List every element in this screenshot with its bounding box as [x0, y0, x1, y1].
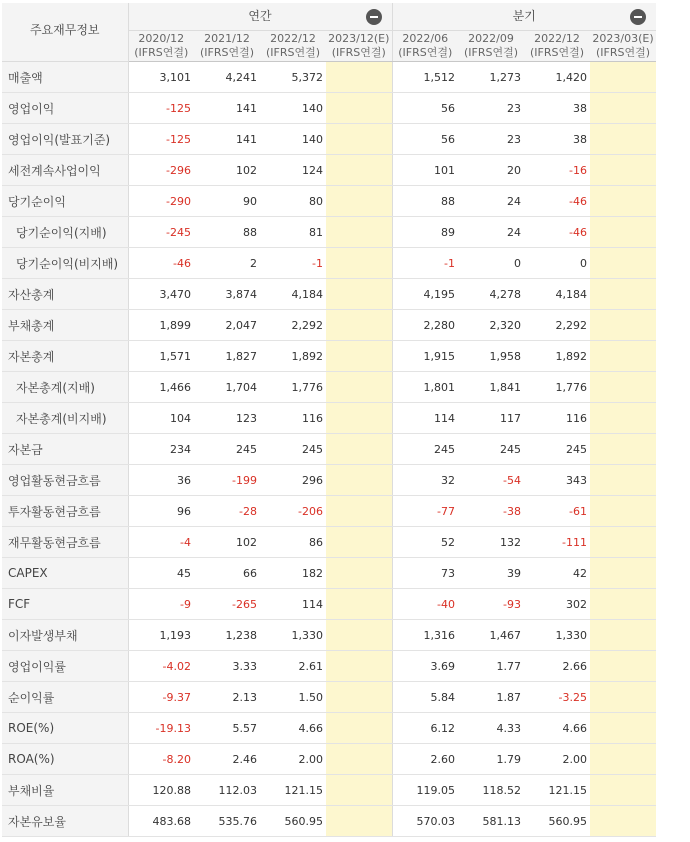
value-cell: 302: [524, 589, 590, 620]
value-cell: 3,470: [128, 279, 194, 310]
estimate-cell: [590, 589, 656, 620]
value-cell: 535.76: [194, 806, 260, 837]
row-label: 영업이익률: [2, 651, 128, 682]
value-cell: 1,238: [194, 620, 260, 651]
estimate-cell: [326, 775, 392, 806]
estimate-cell: [590, 341, 656, 372]
value-cell: -54: [458, 465, 524, 496]
value-cell: 52: [392, 527, 458, 558]
estimate-cell: [590, 496, 656, 527]
minus-circle-icon[interactable]: [366, 9, 382, 25]
row-label: FCF: [2, 589, 128, 620]
table-row: [2, 403, 656, 434]
value-cell: 1,899: [128, 310, 194, 341]
value-cell: -61: [524, 496, 590, 527]
value-cell: 140: [260, 124, 326, 155]
estimate-cell: [590, 372, 656, 403]
value-cell: 38: [524, 124, 590, 155]
period-label: 2022/12: [270, 32, 316, 45]
row-label: 투자활동현금흐름: [2, 496, 128, 527]
value-cell: 1,330: [260, 620, 326, 651]
value-cell: 45: [128, 558, 194, 589]
estimate-cell: [590, 806, 656, 837]
value-cell: 5,372: [260, 62, 326, 93]
estimate-cell: [326, 341, 392, 372]
value-cell: 245: [194, 434, 260, 465]
value-cell: 2,047: [194, 310, 260, 341]
table-row: [2, 310, 656, 341]
period-label: 2023/12(E): [328, 32, 390, 45]
value-cell: 245: [260, 434, 326, 465]
row-label: 매출액: [2, 62, 128, 93]
value-cell: 90: [194, 186, 260, 217]
estimate-cell: [326, 434, 392, 465]
period-label: 2022/09: [468, 32, 514, 45]
value-cell: 245: [392, 434, 458, 465]
estimate-cell: [590, 744, 656, 775]
value-cell: 24: [458, 186, 524, 217]
value-cell: 120.88: [128, 775, 194, 806]
row-label: 자본총계(지배): [2, 372, 128, 403]
estimate-cell: [326, 713, 392, 744]
value-cell: 42: [524, 558, 590, 589]
value-cell: 1,466: [128, 372, 194, 403]
period-header: [194, 31, 260, 62]
period-label: 2023/03(E): [592, 32, 654, 45]
estimate-cell: [326, 620, 392, 651]
estimate-cell: [326, 279, 392, 310]
value-cell: 2.13: [194, 682, 260, 713]
value-cell: 1,892: [524, 341, 590, 372]
value-cell: -40: [392, 589, 458, 620]
row-label: 자본총계(비지배): [2, 403, 128, 434]
value-cell: 102: [194, 155, 260, 186]
period-label: 2021/12: [204, 32, 250, 45]
value-cell: 2.00: [524, 744, 590, 775]
table-row: [2, 496, 656, 527]
row-label: ROE(%): [2, 713, 128, 744]
estimate-cell: [326, 465, 392, 496]
value-cell: 4,278: [458, 279, 524, 310]
table-row: [2, 93, 656, 124]
estimate-cell: [590, 279, 656, 310]
value-cell: -19.13: [128, 713, 194, 744]
estimate-cell: [326, 589, 392, 620]
row-label: 영업활동현금흐름: [2, 465, 128, 496]
value-cell: -46: [524, 186, 590, 217]
table-row: [2, 713, 656, 744]
value-cell: 81: [260, 217, 326, 248]
estimate-cell: [326, 217, 392, 248]
table-row: [2, 186, 656, 217]
estimate-cell: [590, 527, 656, 558]
value-cell: 73: [392, 558, 458, 589]
value-cell: 1.50: [260, 682, 326, 713]
value-cell: 116: [260, 403, 326, 434]
value-cell: 23: [458, 124, 524, 155]
value-cell: -111: [524, 527, 590, 558]
row-label: 자산총계: [2, 279, 128, 310]
estimate-cell: [326, 682, 392, 713]
estimate-cell: [590, 62, 656, 93]
value-cell: -93: [458, 589, 524, 620]
table-row: [2, 155, 656, 186]
value-cell: 1,330: [524, 620, 590, 651]
estimate-cell: [590, 124, 656, 155]
value-cell: 141: [194, 93, 260, 124]
value-cell: 245: [458, 434, 524, 465]
row-label: 영업이익: [2, 93, 128, 124]
value-cell: 66: [194, 558, 260, 589]
row-label: CAPEX: [2, 558, 128, 589]
value-cell: 6.12: [392, 713, 458, 744]
value-cell: 2,280: [392, 310, 458, 341]
value-cell: -77: [392, 496, 458, 527]
value-cell: 116: [524, 403, 590, 434]
value-cell: 101: [392, 155, 458, 186]
value-cell: 123: [194, 403, 260, 434]
estimate-cell: [326, 651, 392, 682]
value-cell: 560.95: [260, 806, 326, 837]
value-cell: -290: [128, 186, 194, 217]
value-cell: 1,892: [260, 341, 326, 372]
value-cell: 3,101: [128, 62, 194, 93]
value-cell: -125: [128, 93, 194, 124]
value-cell: -46: [524, 217, 590, 248]
basis-label: (IFRS연결): [265, 46, 321, 59]
value-cell: 581.13: [458, 806, 524, 837]
row-label: 부채비율: [2, 775, 128, 806]
value-cell: 132: [458, 527, 524, 558]
value-cell: 140: [260, 93, 326, 124]
estimate-cell: [590, 713, 656, 744]
annual-label: 연간: [248, 9, 272, 23]
period-header: [590, 31, 656, 62]
value-cell: -206: [260, 496, 326, 527]
table-row: [2, 62, 656, 93]
value-cell: 4,184: [524, 279, 590, 310]
value-cell: -9: [128, 589, 194, 620]
value-cell: 89: [392, 217, 458, 248]
value-cell: 4,195: [392, 279, 458, 310]
table-row: [2, 806, 656, 837]
quarter-group-header: [392, 3, 656, 31]
value-cell: 2,292: [524, 310, 590, 341]
estimate-cell: [326, 248, 392, 279]
table-row: [2, 589, 656, 620]
estimate-cell: [590, 217, 656, 248]
value-cell: 3,874: [194, 279, 260, 310]
value-cell: 2,320: [458, 310, 524, 341]
value-cell: 88: [392, 186, 458, 217]
period-label: 2022/12: [534, 32, 580, 45]
row-label: 세전계속사업이익: [2, 155, 128, 186]
period-header: [458, 31, 524, 62]
value-cell: -9.37: [128, 682, 194, 713]
value-cell: 121.15: [524, 775, 590, 806]
value-cell: 1,776: [524, 372, 590, 403]
value-cell: 2: [194, 248, 260, 279]
minus-circle-icon[interactable]: [630, 9, 646, 25]
value-cell: 4,241: [194, 62, 260, 93]
estimate-cell: [326, 155, 392, 186]
value-cell: 121.15: [260, 775, 326, 806]
value-cell: 20: [458, 155, 524, 186]
value-cell: 124: [260, 155, 326, 186]
quarter-label: 분기: [512, 9, 536, 23]
value-cell: 1,704: [194, 372, 260, 403]
table-row: [2, 434, 656, 465]
value-cell: 1,827: [194, 341, 260, 372]
estimate-cell: [326, 744, 392, 775]
value-cell: 112.03: [194, 775, 260, 806]
estimate-cell: [590, 310, 656, 341]
estimate-cell: [590, 682, 656, 713]
table-row: [2, 124, 656, 155]
estimate-cell: [590, 465, 656, 496]
estimate-cell: [326, 496, 392, 527]
row-label: 부채총계: [2, 310, 128, 341]
value-cell: 1,841: [458, 372, 524, 403]
estimate-cell: [590, 248, 656, 279]
value-cell: 0: [458, 248, 524, 279]
row-label: 자본금: [2, 434, 128, 465]
table-row: [2, 775, 656, 806]
value-cell: 1.79: [458, 744, 524, 775]
value-cell: -1: [260, 248, 326, 279]
estimate-cell: [590, 155, 656, 186]
table-row: [2, 217, 656, 248]
value-cell: -46: [128, 248, 194, 279]
value-cell: 1,776: [260, 372, 326, 403]
estimate-cell: [326, 93, 392, 124]
value-cell: -28: [194, 496, 260, 527]
table-row: [2, 682, 656, 713]
basis-label: (IFRS연결): [398, 46, 453, 59]
annual-group-header: [128, 3, 392, 31]
row-label: 자본총계: [2, 341, 128, 372]
estimate-cell: [326, 62, 392, 93]
table-row: [2, 527, 656, 558]
value-cell: 570.03: [392, 806, 458, 837]
value-cell: 234: [128, 434, 194, 465]
value-cell: 23: [458, 93, 524, 124]
value-cell: 141: [194, 124, 260, 155]
table-row: [2, 744, 656, 775]
value-cell: 2.66: [524, 651, 590, 682]
value-cell: 4,184: [260, 279, 326, 310]
row-label: ROA(%): [2, 744, 128, 775]
value-cell: 182: [260, 558, 326, 589]
value-cell: 88: [194, 217, 260, 248]
basis-label: (IFRS연결): [463, 46, 519, 59]
value-cell: 560.95: [524, 806, 590, 837]
value-cell: 38: [524, 93, 590, 124]
value-cell: 102: [194, 527, 260, 558]
table-row: [2, 248, 656, 279]
row-label: 당기순이익(비지배): [2, 248, 128, 279]
estimate-cell: [326, 527, 392, 558]
basis-label: (IFRS연결): [199, 46, 255, 59]
value-cell: -125: [128, 124, 194, 155]
row-label: 재무활동현금흐름: [2, 527, 128, 558]
value-cell: 1,801: [392, 372, 458, 403]
financial-table: [2, 3, 656, 837]
estimate-cell: [590, 620, 656, 651]
basis-label: (IFRS연결): [529, 46, 585, 59]
value-cell: 3.33: [194, 651, 260, 682]
table-row: [2, 620, 656, 651]
period-header: [524, 31, 590, 62]
value-cell: 343: [524, 465, 590, 496]
value-cell: 2.46: [194, 744, 260, 775]
value-cell: 1,273: [458, 62, 524, 93]
basis-label: (IFRS연결): [595, 46, 651, 59]
value-cell: 1,915: [392, 341, 458, 372]
row-label: 당기순이익(지배): [2, 217, 128, 248]
basis-label: (IFRS연결): [331, 46, 386, 59]
value-cell: 1,512: [392, 62, 458, 93]
estimate-cell: [590, 651, 656, 682]
value-cell: -199: [194, 465, 260, 496]
value-cell: -38: [458, 496, 524, 527]
value-cell: 1.77: [458, 651, 524, 682]
value-cell: 1,316: [392, 620, 458, 651]
estimate-cell: [590, 186, 656, 217]
value-cell: 32: [392, 465, 458, 496]
estimate-cell: [326, 806, 392, 837]
value-cell: -3.25: [524, 682, 590, 713]
value-cell: 86: [260, 527, 326, 558]
estimate-cell: [326, 310, 392, 341]
estimate-cell: [590, 775, 656, 806]
value-cell: -8.20: [128, 744, 194, 775]
value-cell: 2.60: [392, 744, 458, 775]
estimate-cell: [590, 403, 656, 434]
period-header: [260, 31, 326, 62]
value-cell: 119.05: [392, 775, 458, 806]
value-cell: 114: [260, 589, 326, 620]
value-cell: 96: [128, 496, 194, 527]
estimate-cell: [326, 186, 392, 217]
period-header: [392, 31, 458, 62]
value-cell: 80: [260, 186, 326, 217]
table-row: [2, 465, 656, 496]
value-cell: 0: [524, 248, 590, 279]
value-cell: 245: [524, 434, 590, 465]
value-cell: -265: [194, 589, 260, 620]
row-label: 이자발생부채: [2, 620, 128, 651]
estimate-cell: [326, 403, 392, 434]
value-cell: 1,467: [458, 620, 524, 651]
value-cell: 117: [458, 403, 524, 434]
value-cell: 483.68: [128, 806, 194, 837]
value-cell: -245: [128, 217, 194, 248]
period-header: [326, 31, 392, 62]
table-row: [2, 558, 656, 589]
value-cell: 1,420: [524, 62, 590, 93]
value-cell: 2,292: [260, 310, 326, 341]
estimate-cell: [590, 93, 656, 124]
estimate-cell: [590, 434, 656, 465]
row-label-header: 주요재무정보: [2, 3, 128, 62]
period-label: 2022/06: [402, 32, 449, 45]
value-cell: 104: [128, 403, 194, 434]
value-cell: -4: [128, 527, 194, 558]
table-row: [2, 651, 656, 682]
value-cell: 118.52: [458, 775, 524, 806]
estimate-cell: [326, 372, 392, 403]
row-label: 영업이익(발표기준): [2, 124, 128, 155]
value-cell: 1,571: [128, 341, 194, 372]
value-cell: 114: [392, 403, 458, 434]
value-cell: 5.57: [194, 713, 260, 744]
value-cell: 56: [392, 124, 458, 155]
value-cell: 56: [392, 93, 458, 124]
row-label: 순이익률: [2, 682, 128, 713]
value-cell: 4.66: [260, 713, 326, 744]
table-row: [2, 279, 656, 310]
value-cell: 2.00: [260, 744, 326, 775]
row-label: 당기순이익: [2, 186, 128, 217]
estimate-cell: [326, 124, 392, 155]
value-cell: 39: [458, 558, 524, 589]
estimate-cell: [590, 558, 656, 589]
value-cell: 4.66: [524, 713, 590, 744]
value-cell: -1: [392, 248, 458, 279]
row-label: 자본유보율: [2, 806, 128, 837]
value-cell: 3.69: [392, 651, 458, 682]
value-cell: 1.87: [458, 682, 524, 713]
table-row: [2, 372, 656, 403]
value-cell: -16: [524, 155, 590, 186]
value-cell: -296: [128, 155, 194, 186]
period-header: [128, 31, 194, 62]
period-label: 2020/12: [138, 32, 185, 45]
value-cell: -4.02: [128, 651, 194, 682]
value-cell: 24: [458, 217, 524, 248]
value-cell: 2.61: [260, 651, 326, 682]
table-row: [2, 341, 656, 372]
value-cell: 1,958: [458, 341, 524, 372]
value-cell: 4.33: [458, 713, 524, 744]
value-cell: 296: [260, 465, 326, 496]
value-cell: 1,193: [128, 620, 194, 651]
value-cell: 5.84: [392, 682, 458, 713]
value-cell: 36: [128, 465, 194, 496]
estimate-cell: [326, 558, 392, 589]
basis-label: (IFRS연결): [134, 46, 189, 59]
financial-summary-panel: [2, 3, 654, 837]
